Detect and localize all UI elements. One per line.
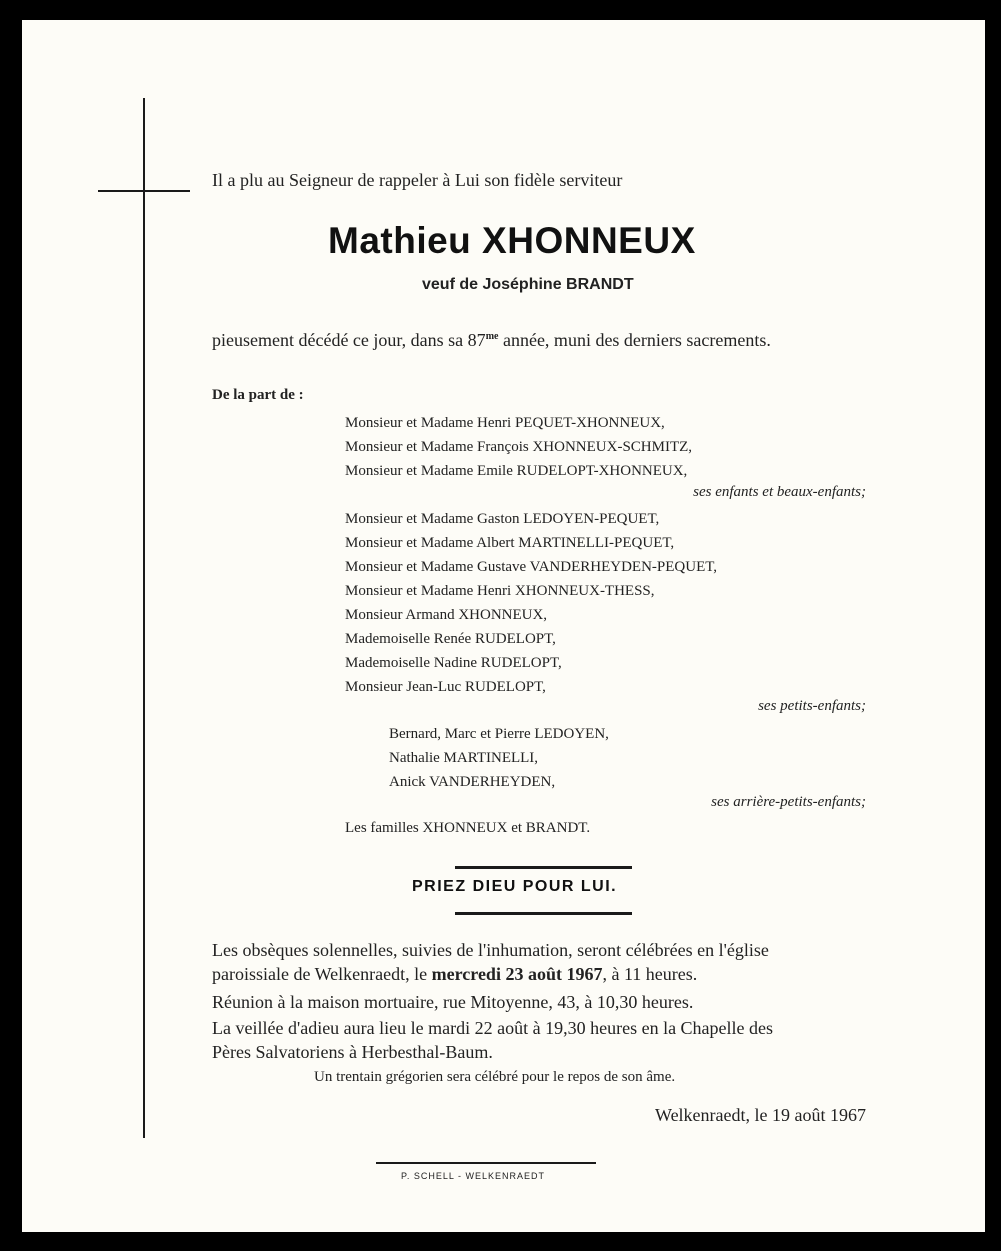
from-label: De la part de :	[212, 387, 304, 403]
great-grandchild-2: Nathalie MARTINELLI,	[389, 750, 539, 766]
grandchild-5: Monsieur Armand XHONNEUX,	[345, 607, 548, 623]
funeral-line-4: La veillée d'adieu aura lieu le mardi 22 août à 19,30 heures en la Chapelle des	[212, 1018, 774, 1038]
grandchild-3: Monsieur et Madame Gustave VANDERHEYDEN-PEQUET,	[345, 559, 718, 575]
funeral-line-1: Les obsèques solennelles, suivies de l'inhumation, seront célébrées en l'église	[212, 940, 769, 960]
obituary-page	[22, 20, 985, 1232]
prayer-text: PRIEZ DIEU POUR LUI.	[412, 878, 618, 895]
children-role: ses enfants et beaux-enfants;	[693, 484, 866, 500]
deceased-name: Mathieu XHONNEUX	[328, 220, 696, 261]
prayer-rule-bottom	[455, 912, 632, 915]
great-grandchildren-role: ses arrière-petits-enfants;	[711, 794, 866, 810]
prayer-rule-top	[455, 866, 632, 869]
intro-text: Il a plu au Seigneur de rappeler à Lui son fidèle serviteur	[212, 170, 623, 190]
widow-of: veuf de Joséphine BRANDT	[422, 276, 634, 293]
grandchild-6: Mademoiselle Renée RUDELOPT,	[345, 631, 556, 647]
place-date: Welkenraedt, le 19 août 1967	[655, 1105, 866, 1125]
cross-horizontal	[98, 190, 190, 192]
cross-vertical	[143, 98, 145, 1138]
great-grandchild-3: Anick VANDERHEYDEN,	[389, 774, 556, 790]
grandchild-1: Monsieur et Madame Gaston LEDOYEN-PEQUET,	[345, 511, 660, 527]
grandchild-8: Monsieur Jean-Luc RUDELOPT,	[345, 679, 546, 695]
funeral-line-2: paroissiale de Welkenraedt, le mercredi 23 août 1967, à 11 heures.	[212, 964, 698, 984]
printer-rule	[376, 1162, 596, 1164]
children-3: Monsieur et Madame Emile RUDELOPT-XHONNEUX,	[345, 463, 688, 479]
printer-credit: P. SCHELL - WELKENRAEDT	[401, 1171, 546, 1181]
families: Les familles XHONNEUX et BRANDT.	[345, 820, 591, 836]
grandchild-2: Monsieur et Madame Albert MARTINELLI-PEQUET,	[345, 535, 675, 551]
trentain-text: Un trentain grégorien sera célébré pour le repos de son âme.	[314, 1069, 676, 1085]
grandchild-7: Mademoiselle Nadine RUDELOPT,	[345, 655, 562, 671]
grandchildren-role: ses petits-enfants;	[758, 698, 866, 714]
great-grandchild-1: Bernard, Marc et Pierre LEDOYEN,	[389, 726, 609, 742]
grandchild-4: Monsieur et Madame Henri XHONNEUX-THESS,	[345, 583, 655, 599]
death-statement: pieusement décédé ce jour, dans sa $87^{me}$ année, muni des derniers sacrements.	[212, 330, 771, 350]
funeral-line-3: Réunion à la maison mortuaire, rue Mitoyenne, 43, à 10,30 heures.	[212, 992, 694, 1012]
children-2: Monsieur et Madame François XHONNEUX-SCHMITZ,	[345, 439, 693, 455]
funeral-line-5: Pères Salvatoriens à Herbesthal-Baum.	[212, 1042, 493, 1062]
children-1: Monsieur et Madame Henri PEQUET-XHONNEUX,	[345, 415, 665, 431]
